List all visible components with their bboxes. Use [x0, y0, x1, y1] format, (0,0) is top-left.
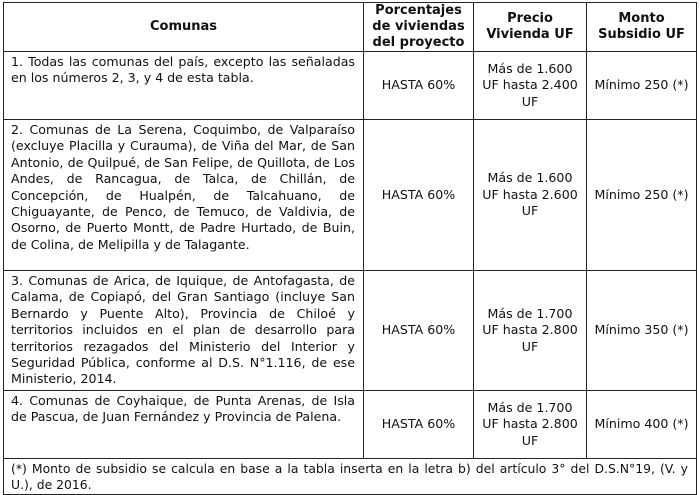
table-row: [4, 52, 697, 120]
precio-cell: Más de 1.600 UF hasta 2.600 UF: [474, 120, 587, 271]
subsidy-table: [3, 2, 697, 495]
monto-cell: Mínimo 250 (*): [587, 120, 697, 271]
table-row: [4, 390, 697, 458]
footnote: (*) Monto de subsidio se calcula en base a la tabla inserta en la letra b) del artículo 3° del D.S.N°19, (V. y U.), de 2016.: [4, 458, 697, 494]
porcentaje-cell: HASTA 60%: [364, 271, 474, 391]
header-precio: Precio Vivienda UF: [474, 3, 587, 52]
header-monto: Monto Subsidio UF: [587, 3, 697, 52]
precio-cell: Más de 1.600 UF hasta 2.400 UF: [474, 52, 587, 120]
precio-cell: Más de 1.700 UF hasta 2.800 UF: [474, 271, 587, 391]
precio-cell: Más de 1.700 UF hasta 2.800 UF: [474, 390, 587, 458]
table-row: [4, 271, 697, 391]
monto-cell: Mínimo 400 (*): [587, 390, 697, 458]
header-porcentajes: Porcentajes de viviendas del proyecto: [364, 3, 474, 52]
comunas-cell: 4. Comunas de Coyhaique, de Punta Arenas, de Isla de Pascua, de Juan Fernández y Provincia de Palena.: [4, 390, 364, 458]
porcentaje-cell: HASTA 60%: [364, 390, 474, 458]
comunas-cell: 3. Comunas de Arica, de Iquique, de Antofagasta, de Calama, de Copiapó, del Gran Santiago (incluye San Bernardo y Puente Alto), Provincia de Chiloé y territorios incluidos en el plan de desarrollo para territorios rezagados del Ministerio del Interior y Seguridad Pública, conforme al D.S. N°1.116, de ese Ministerio, 2014.: [4, 271, 364, 391]
porcentaje-cell: HASTA 60%: [364, 120, 474, 271]
comunas-cell: 1. Todas las comunas del país, excepto las señaladas en los números 2, 3, y 4 de esta tabla.: [4, 52, 364, 120]
comunas-cell: 2. Comunas de La Serena, Coquimbo, de Valparaíso (excluye Placilla y Curauma), de Viña del Mar, de San Antonio, de Quilpué, de San Felipe, de Quillota, de Los Andes, de Rancagua, de Talca, de Chillán, de Concepción, de Hualpén, de Talcahuano, de Chiguayante, de Penco, de Temuco, de Valdivia, de Osorno, de Puerto Montt, de Padre Hurtado, de Buin, de Colina, de Melipilla y de Talagante.: [4, 120, 364, 271]
porcentaje-cell: HASTA 60%: [364, 52, 474, 120]
header-row: [4, 3, 697, 52]
monto-cell: Mínimo 250 (*): [587, 52, 697, 120]
header-comunas: Comunas: [4, 3, 364, 52]
footnote-row: [4, 458, 697, 494]
monto-cell: Mínimo 350 (*): [587, 271, 697, 391]
table-row: [4, 120, 697, 271]
